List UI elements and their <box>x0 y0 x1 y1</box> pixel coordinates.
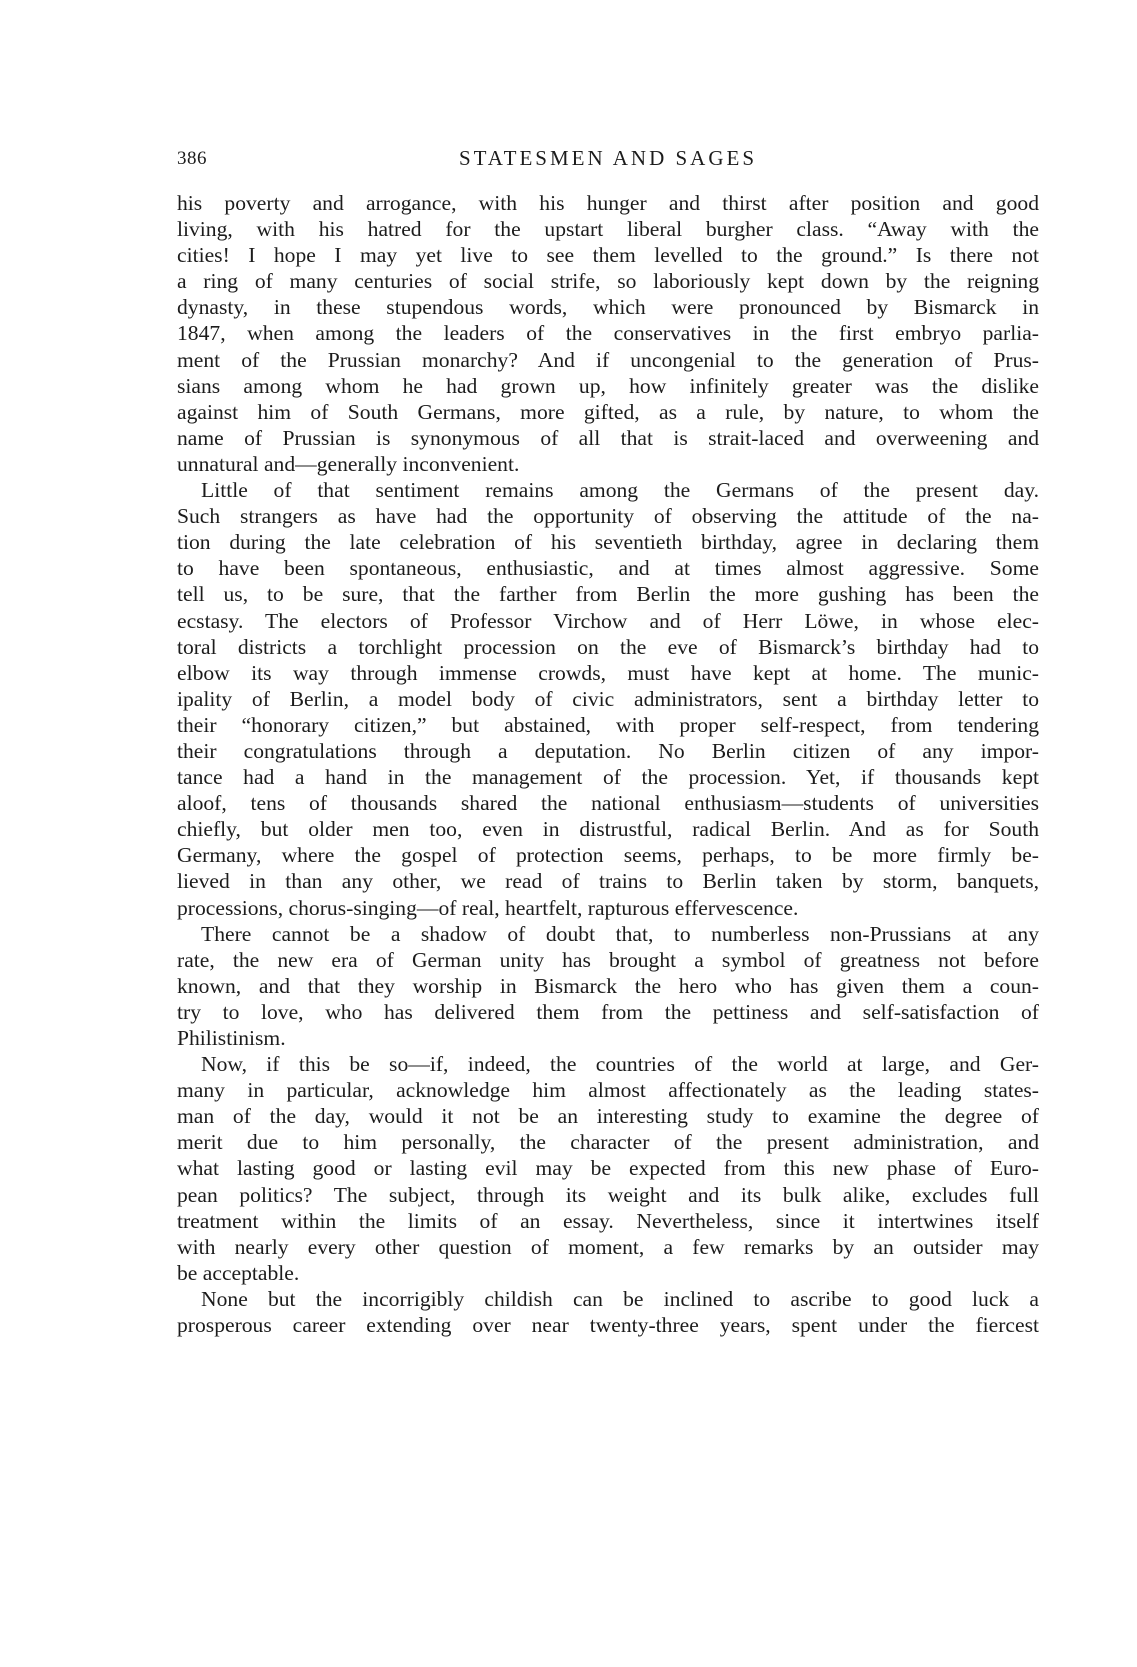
text-line: treatment within the limits of an essay. Nevertheless, since it intertwines itself <box>177 1208 1039 1233</box>
text-line: Now, if this be so—if, indeed, the countries of the world at large, and Ger- <box>201 1052 1039 1077</box>
text-line: 1847, when among the leaders of the conservatives in the first embryo parlia- <box>177 321 1039 346</box>
text-line: toral districts a torchlight procession on the eve of Bismarck’s birthday had to <box>177 634 1039 659</box>
text-line: to have been spontaneous, enthusiastic, and at times almost aggressive. Some <box>177 556 1039 581</box>
text-line: chiefly, but older men too, even in distrustful, radical Berlin. And as for South <box>177 817 1039 842</box>
paragraph-3 <box>177 921 1039 1051</box>
text-line: what lasting good or lasting evil may be expected from this new phase of Euro- <box>177 1156 1039 1181</box>
text-line: There cannot be a shadow of doubt that, to numberless non-Prussians at any <box>201 921 1039 946</box>
text-line: known, and that they worship in Bismarck the hero who has given them a coun- <box>177 973 1039 998</box>
text-line: dynasty, in these stupendous words, which were pronounced by Bismarck in <box>177 295 1039 320</box>
text-line: ment of the Prussian monarchy? And if uncongenial to the generation of Prus- <box>177 347 1039 372</box>
text-line: tell us, to be sure, that the farther from Berlin the more gushing has been the <box>177 582 1039 607</box>
text-line: be acceptable. <box>177 1260 300 1285</box>
text-line: ipality of Berlin, a model body of civic administrators, sent a birthday letter to <box>177 686 1039 711</box>
text-line: processions, chorus-singing—of real, heartfelt, rapturous effervescence. <box>177 895 799 920</box>
running-head <box>177 148 1039 178</box>
text-line: many in particular, acknowledge him almost affectionately as the leading states- <box>177 1078 1039 1103</box>
text-line: aloof, tens of thousands shared the national enthusiasm—students of universities <box>177 791 1039 816</box>
paragraph-1 <box>177 190 1039 477</box>
page-number: 386 <box>177 148 207 169</box>
text-line: merit due to him personally, the character of the present administration, and <box>177 1130 1039 1155</box>
text-line: Little of that sentiment remains among the Germans of the present day. <box>201 478 1039 503</box>
text-line: pean politics? The subject, through its weight and its bulk alike, excludes full <box>177 1182 1039 1207</box>
paragraph-5 <box>177 1286 1039 1338</box>
running-title: STATESMEN AND SAGES <box>458 146 758 170</box>
text-line: cities! I hope I may yet live to see them levelled to the ground.” Is there not <box>177 243 1039 268</box>
text-line: prosperous career extending over near twenty-three years, spent under the fiercest <box>177 1313 1039 1338</box>
paragraph-2 <box>177 477 1039 921</box>
text-line: Germany, where the gospel of protection seems, perhaps, to be more firmly be- <box>177 843 1039 868</box>
text-line: Such strangers as have had the opportunity of observing the attitude of the na- <box>177 504 1039 529</box>
text-line: name of Prussian is synonymous of all that is strait-laced and overweening and <box>177 425 1039 450</box>
text-line: Philistinism. <box>177 1026 286 1050</box>
text-line: tance had a hand in the management of the procession. Yet, if thousands kept <box>177 765 1039 790</box>
text-line: their congratulations through a deputation. No Berlin citizen of any impor- <box>177 738 1039 763</box>
text-line: with nearly every other question of moment, a few remarks by an outsider may <box>177 1234 1039 1259</box>
text-line: man of the day, would it not be an interesting study to examine the degree of <box>177 1104 1039 1129</box>
text-line: living, with his hatred for the upstart liberal burgher class. “Away with the <box>177 217 1039 242</box>
text-line: ecstasy. The electors of Professor Virchow and of Herr Löwe, in whose elec- <box>177 608 1039 633</box>
text-line: tion during the late celebration of his seventieth birthday, agree in declaring them <box>177 530 1039 555</box>
text-line: against him of South Germans, more gifted, as a rule, by nature, to whom the <box>177 399 1039 424</box>
text-line: a ring of many centuries of social strife, so laboriously kept down by the reigning <box>177 269 1039 294</box>
text-line: unnatural and—generally inconvenient. <box>177 451 520 476</box>
text-line: their “honorary citizen,” but abstained, with proper self-respect, from tendering <box>177 712 1039 737</box>
paragraph-4 <box>177 1051 1039 1286</box>
text-line: lieved in than any other, we read of trains to Berlin taken by storm, banquets, <box>177 869 1039 894</box>
text-line: None but the incorrigibly childish can be inclined to ascribe to good luck a <box>201 1286 1039 1311</box>
text-line: try to love, who has delivered them from the pettiness and self-satisfaction of <box>177 999 1039 1024</box>
text-line: sians among whom he had grown up, how infinitely greater was the dislike <box>177 373 1039 398</box>
text-line: his poverty and arrogance, with his hunger and thirst after position and good <box>177 191 1039 215</box>
text-line: rate, the new era of German unity has brought a symbol of greatness not before <box>177 947 1039 972</box>
text-line: elbow its way through immense crowds, must have kept at home. The munic- <box>177 660 1039 685</box>
body-text <box>177 190 1039 1338</box>
